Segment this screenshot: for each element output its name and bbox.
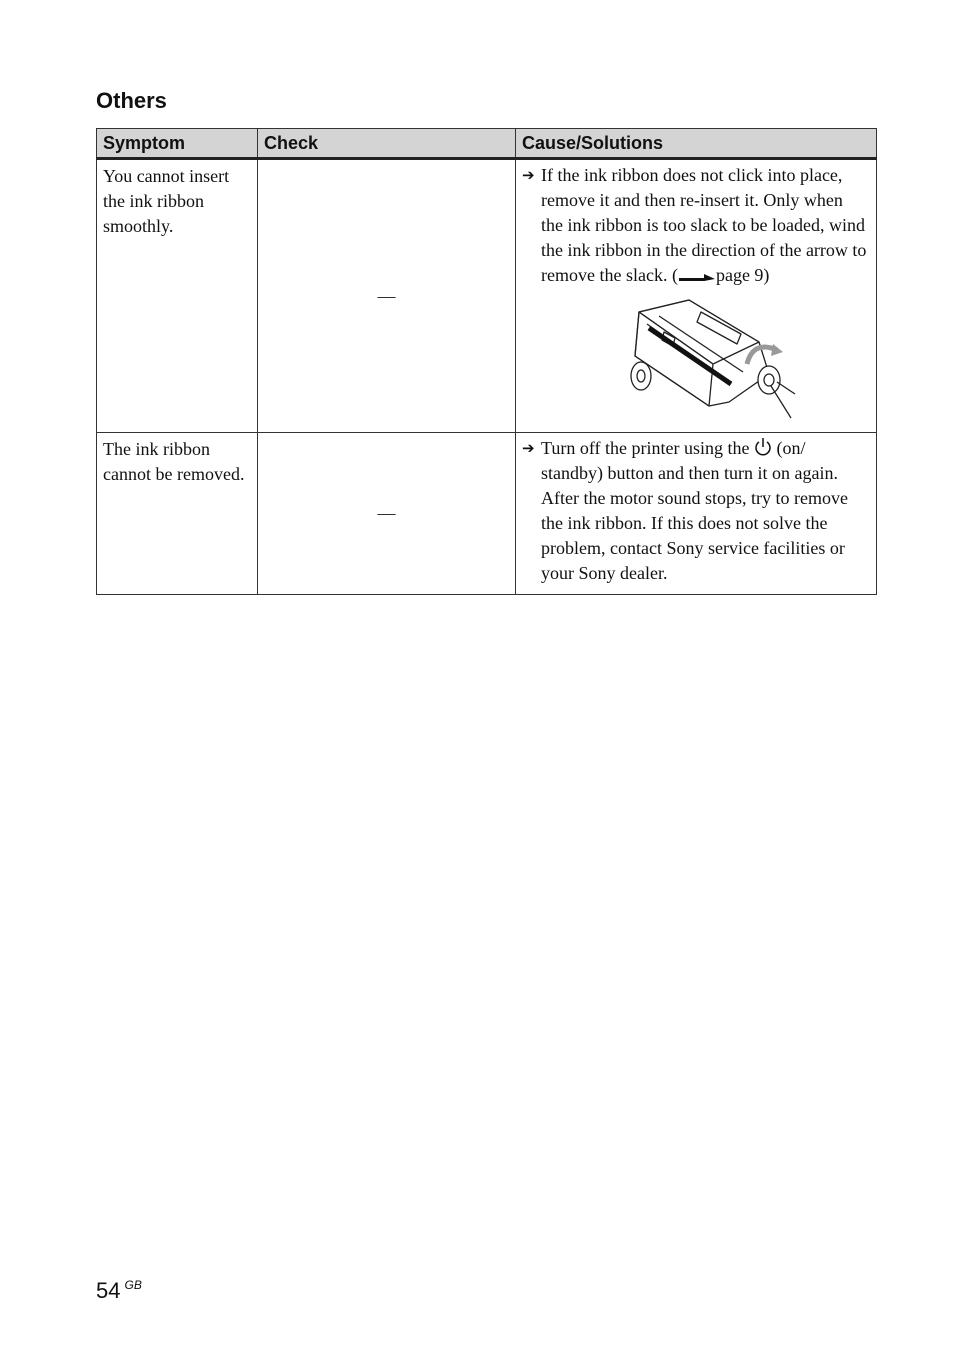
cause-cell: [516, 159, 877, 433]
cause-text-continued: (on/ standby) button and then turn it on again. After the motor sound stops, try to remove the ink ribbon. If this does not solve the problem, contact Sony service facilities or your Sony dealer.: [541, 438, 848, 583]
page-reference-arrow-icon: [678, 271, 716, 283]
table-row: [97, 159, 877, 433]
cause-text: Turn off the printer using the: [541, 438, 750, 458]
ink-ribbon-cartridge-illustration: [619, 294, 799, 424]
troubleshooting-table: [96, 128, 877, 595]
check-cell: —: [258, 433, 516, 595]
check-cell: —: [258, 159, 516, 433]
page-number: 54: [96, 1278, 121, 1303]
section-title: Others: [96, 88, 167, 113]
region-code: GB: [124, 1278, 142, 1292]
header-symptom: Symptom: [97, 129, 258, 159]
symptom-cell: The ink ribbon cannot be removed.: [97, 433, 258, 595]
page-footer: [96, 1278, 142, 1304]
right-arrow-icon: ➔: [522, 166, 535, 184]
power-icon: [754, 437, 772, 457]
right-arrow-icon: ➔: [522, 439, 535, 457]
symptom-cell: You cannot insert the ink ribbon smoothly.: [97, 159, 258, 433]
page-reference: page 9): [715, 265, 770, 285]
table-header-row: [97, 129, 877, 159]
header-check: Check: [258, 129, 516, 159]
cause-text: If the ink ribbon does not click into place, remove it and then re-insert it. Only when the ink ribbon is too slack to be loaded, wind the ink ribbon in the direction of the arrow to remove the slack. (: [541, 165, 867, 285]
table-row: [97, 433, 877, 595]
header-cause-solutions: Cause/Solutions: [516, 129, 877, 159]
cause-cell: [516, 433, 877, 595]
